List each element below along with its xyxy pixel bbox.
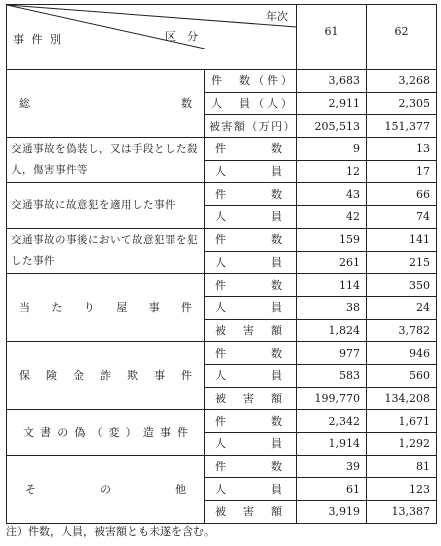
value-61: 61 [297,478,367,501]
table-row [7,70,437,93]
category-staged-collision: 当たり屋事件 [7,274,205,342]
table-row [7,228,437,251]
sub-label: 被害額（万円） [205,115,297,138]
value-61: 2,911 [297,92,367,115]
sub-label: 件 数 [205,138,297,161]
value-61: 43 [297,183,367,206]
value-62: 13 [367,138,437,161]
value-62: 1,292 [367,433,437,456]
year-61-header: 61 [297,5,367,70]
sub-label: 人 員 [205,478,297,501]
value-62: 3,782 [367,319,437,342]
value-62: 81 [367,455,437,478]
category-total: 総 数 [7,70,205,138]
value-61: 159 [297,228,367,251]
case-label: 事 件 別 [13,33,63,46]
value-62: 3,268 [367,70,437,93]
section-label: 区 分 [165,30,198,43]
value-62: 13,387 [367,501,437,524]
category-post-accident-crime: 交通事故の事後において故意犯罪を犯した事件 [7,228,205,273]
value-62: 215 [367,251,437,274]
value-62: 74 [367,206,437,229]
sub-label: 件 数 [205,342,297,365]
sub-label: 件 数 [205,183,297,206]
value-62: 350 [367,274,437,297]
table-row [7,342,437,365]
value-61: 1,914 [297,433,367,456]
value-62: 1,671 [367,410,437,433]
value-61: 977 [297,342,367,365]
value-61: 12 [297,160,367,183]
sub-label: 件 数 [205,455,297,478]
footnote: 注）件数，人員，被害額とも未遂を含む。 [6,525,215,538]
statistics-table [6,4,437,524]
sub-label: 被害額 [205,501,297,524]
sub-label: 被害額 [205,319,297,342]
value-61: 205,513 [297,115,367,138]
header-corner-cell [7,5,297,70]
sub-label: 人 員 [205,251,297,274]
sub-label: 人 員 [205,364,297,387]
value-61: 583 [297,364,367,387]
sub-label: 人 員 [205,433,297,456]
value-61: 2,342 [297,410,367,433]
value-61: 3,683 [297,70,367,93]
value-61: 39 [297,455,367,478]
value-62: 66 [367,183,437,206]
value-62: 17 [367,160,437,183]
category-disguised-accident: 交通事故を偽装し，又は手段とした殺人，傷害事件等 [7,138,205,183]
year-62-header: 62 [367,5,437,70]
category-other: そ の 他 [7,455,205,523]
value-61: 38 [297,296,367,319]
value-62: 2,305 [367,92,437,115]
value-62: 946 [367,342,437,365]
sub-label: 件 数 [205,228,297,251]
sub-label: 件 数（件） [205,70,297,93]
value-62: 123 [367,478,437,501]
value-61: 3,919 [297,501,367,524]
table-row [7,455,437,478]
value-62: 141 [367,228,437,251]
category-insurance-fraud: 保険金詐欺事件 [7,342,205,410]
sub-label: 人 員 [205,206,297,229]
sub-label: 人 員（人） [205,92,297,115]
value-61: 9 [297,138,367,161]
value-61: 261 [297,251,367,274]
value-62: 24 [367,296,437,319]
sub-label: 人 員 [205,160,297,183]
table-row [7,183,437,206]
sub-label: 件 数 [205,274,297,297]
table-row [7,138,437,161]
year-label: 年次 [266,10,288,23]
sub-label: 件 数 [205,410,297,433]
value-62: 151,377 [367,115,437,138]
value-61: 199,770 [297,387,367,410]
category-intentional-crime: 交通事故に故意犯を適用した事件 [7,183,205,228]
value-61: 114 [297,274,367,297]
value-61: 42 [297,206,367,229]
value-61: 1,824 [297,319,367,342]
value-62: 134,208 [367,387,437,410]
category-document-forgery: 文書の偽（変）造事件 [7,410,205,455]
value-62: 560 [367,364,437,387]
table-row [7,274,437,297]
header-row [7,5,437,70]
table-row [7,410,437,433]
sub-label: 人 員 [205,296,297,319]
sub-label: 被害額 [205,387,297,410]
